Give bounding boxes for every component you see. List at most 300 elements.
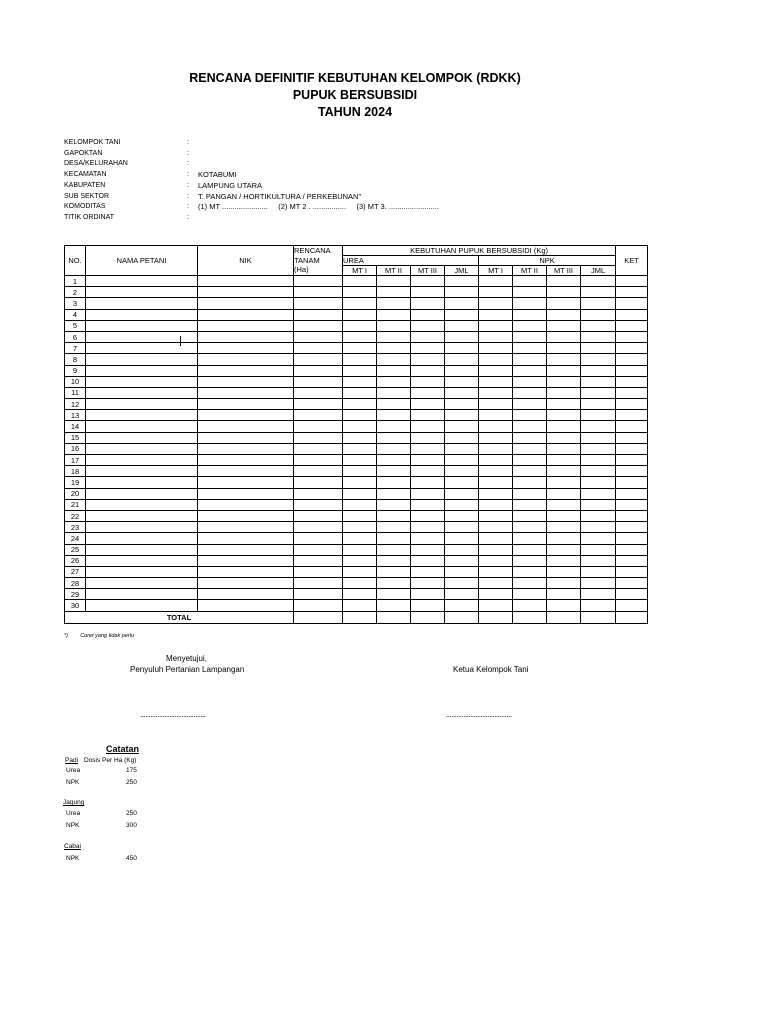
empty-cell <box>479 544 513 555</box>
catatan-padi-label: Padi <box>65 757 79 764</box>
empty-cell <box>377 578 411 589</box>
empty-cell <box>411 298 445 309</box>
empty-cell <box>581 399 616 410</box>
empty-cell <box>547 354 581 365</box>
empty-cell <box>513 533 547 544</box>
empty-cell <box>581 533 616 544</box>
empty-cell <box>616 510 648 521</box>
empty-cell <box>86 578 198 589</box>
row-number: 10 <box>65 376 86 387</box>
table-row <box>65 320 648 331</box>
empty-cell <box>377 387 411 398</box>
empty-cell <box>479 477 513 488</box>
total-cell <box>377 611 411 623</box>
header-rencana-line3: (Ha) <box>294 265 309 274</box>
empty-cell <box>616 298 648 309</box>
empty-cell <box>377 298 411 309</box>
empty-cell <box>547 432 581 443</box>
row-number: 6 <box>65 331 86 342</box>
empty-cell <box>445 488 479 499</box>
empty-cell <box>513 287 547 298</box>
empty-cell <box>445 354 479 365</box>
empty-cell <box>479 566 513 577</box>
empty-cell <box>294 477 343 488</box>
empty-cell <box>294 555 343 566</box>
empty-cell <box>616 343 648 354</box>
table-row <box>65 287 648 298</box>
empty-cell <box>343 399 377 410</box>
catatan-jagung-npk-name: NPK <box>66 822 80 829</box>
empty-cell <box>616 578 648 589</box>
row-number: 19 <box>65 477 86 488</box>
empty-cell <box>581 287 616 298</box>
empty-cell <box>198 566 294 577</box>
empty-cell <box>616 555 648 566</box>
empty-cell <box>377 499 411 510</box>
document-title-line3: TAHUN 2024 <box>317 105 393 119</box>
total-cell <box>343 611 377 623</box>
row-number: 13 <box>65 410 86 421</box>
empty-cell <box>377 432 411 443</box>
empty-cell <box>411 510 445 521</box>
info-colon: : <box>187 139 189 146</box>
empty-cell <box>343 320 377 331</box>
empty-cell <box>616 466 648 477</box>
catatan-dosis-header: Dosis Per Ha (Kg) <box>84 757 137 764</box>
empty-cell <box>581 298 616 309</box>
empty-cell <box>294 443 343 454</box>
empty-cell <box>581 309 616 320</box>
empty-cell <box>86 443 198 454</box>
table-row <box>65 544 648 555</box>
empty-cell <box>343 477 377 488</box>
empty-cell <box>377 533 411 544</box>
empty-cell <box>513 421 547 432</box>
empty-cell <box>377 399 411 410</box>
empty-cell <box>479 331 513 342</box>
empty-cell <box>198 376 294 387</box>
empty-cell <box>445 331 479 342</box>
empty-cell <box>411 399 445 410</box>
empty-cell <box>581 477 616 488</box>
empty-cell <box>513 410 547 421</box>
empty-cell <box>198 354 294 365</box>
table-row <box>65 365 648 376</box>
total-cell <box>513 611 547 623</box>
empty-cell <box>198 555 294 566</box>
empty-cell <box>411 589 445 600</box>
total-cell <box>547 611 581 623</box>
empty-cell <box>86 477 198 488</box>
empty-cell <box>479 354 513 365</box>
empty-cell <box>377 276 411 287</box>
info-label-titik-ordinat: TITIK ORDINAT <box>64 214 115 221</box>
empty-cell <box>581 354 616 365</box>
empty-cell <box>479 421 513 432</box>
empty-cell <box>479 343 513 354</box>
empty-cell <box>294 421 343 432</box>
info-value-komoditas: (1) MT ...................... (2) MT 2 . ................ (3) MT 3. ........................ <box>198 202 439 211</box>
empty-cell <box>479 298 513 309</box>
empty-cell <box>198 510 294 521</box>
empty-cell <box>294 287 343 298</box>
empty-cell <box>547 466 581 477</box>
empty-cell <box>377 376 411 387</box>
empty-cell <box>294 365 343 376</box>
total-label: TOTAL <box>65 611 294 623</box>
empty-cell <box>411 343 445 354</box>
empty-cell <box>479 510 513 521</box>
empty-cell <box>581 522 616 533</box>
table-row <box>65 343 648 354</box>
footnote: *) Coret yang tidak perlu <box>64 633 135 639</box>
empty-cell <box>411 566 445 577</box>
table-row <box>65 488 648 499</box>
row-number: 27 <box>65 566 86 577</box>
catatan-jagung-urea-value: 250 <box>126 810 137 817</box>
empty-cell <box>581 365 616 376</box>
table-row <box>65 578 648 589</box>
header-rencana-line2: TANAM <box>294 255 320 265</box>
empty-cell <box>294 589 343 600</box>
empty-cell <box>616 566 648 577</box>
empty-cell <box>479 432 513 443</box>
row-number: 24 <box>65 533 86 544</box>
info-label-kabupaten: KABUPATEN <box>64 182 106 189</box>
empty-cell <box>377 421 411 432</box>
empty-cell <box>479 399 513 410</box>
empty-cell <box>445 600 479 611</box>
empty-cell <box>86 365 198 376</box>
empty-cell <box>198 387 294 398</box>
info-value-sub-sektor: T. PANGAN / HORTIKULTURA / PERKEBUNAN" <box>198 192 362 201</box>
empty-cell <box>294 522 343 533</box>
menyetujui-label: Menyetujui, <box>166 654 207 663</box>
header-npk: NPK <box>479 256 616 266</box>
empty-cell <box>513 455 547 466</box>
empty-cell <box>616 354 648 365</box>
row-number: 4 <box>65 309 86 320</box>
empty-cell <box>86 432 198 443</box>
catatan-padi-urea-name: Urea <box>66 767 81 774</box>
empty-cell <box>294 466 343 477</box>
header-urea: UREA <box>343 256 479 266</box>
row-number: 26 <box>65 555 86 566</box>
empty-cell <box>294 276 343 287</box>
empty-cell <box>616 477 648 488</box>
empty-cell <box>294 298 343 309</box>
empty-cell <box>513 365 547 376</box>
empty-cell <box>479 376 513 387</box>
empty-cell <box>377 287 411 298</box>
empty-cell <box>479 533 513 544</box>
empty-cell <box>343 365 377 376</box>
header-npk-jml: JML <box>581 266 616 276</box>
table-row <box>65 589 648 600</box>
info-colon: : <box>187 193 189 200</box>
empty-cell <box>616 365 648 376</box>
penyuluh-label: Penyuluh Pertanian Lampangan <box>130 665 245 674</box>
empty-cell <box>294 488 343 499</box>
empty-cell <box>513 343 547 354</box>
empty-cell <box>479 522 513 533</box>
empty-cell <box>616 309 648 320</box>
empty-cell <box>86 287 198 298</box>
empty-cell <box>581 589 616 600</box>
info-colon: : <box>187 182 189 189</box>
empty-cell <box>86 399 198 410</box>
row-number: 7 <box>65 343 86 354</box>
empty-cell <box>411 533 445 544</box>
total-cell <box>411 611 445 623</box>
catatan-cabai-label: Cabai <box>64 843 81 850</box>
table-row <box>65 455 648 466</box>
empty-cell <box>616 276 648 287</box>
empty-cell <box>343 410 377 421</box>
row-number: 18 <box>65 466 86 477</box>
empty-cell <box>377 365 411 376</box>
empty-cell <box>616 455 648 466</box>
table-row <box>65 354 648 365</box>
table-row <box>65 276 648 287</box>
empty-cell <box>198 298 294 309</box>
empty-cell <box>479 410 513 421</box>
empty-cell <box>343 309 377 320</box>
empty-cell <box>377 343 411 354</box>
empty-cell <box>411 387 445 398</box>
empty-cell <box>198 533 294 544</box>
info-colon: : <box>187 150 189 157</box>
empty-cell <box>445 387 479 398</box>
empty-cell <box>445 343 479 354</box>
table-row <box>65 522 648 533</box>
total-cell <box>294 611 343 623</box>
empty-cell <box>294 600 343 611</box>
empty-cell <box>86 354 198 365</box>
empty-cell <box>547 287 581 298</box>
empty-cell <box>198 309 294 320</box>
header-nik: NIK <box>198 246 294 276</box>
total-cell <box>479 611 513 623</box>
empty-cell <box>479 600 513 611</box>
empty-cell <box>411 477 445 488</box>
empty-cell <box>616 533 648 544</box>
ketua-kelompok-label: Ketua Kelompok Tani <box>453 665 529 674</box>
empty-cell <box>294 432 343 443</box>
empty-cell <box>616 331 648 342</box>
empty-cell <box>445 578 479 589</box>
empty-cell <box>445 477 479 488</box>
table-row <box>65 555 648 566</box>
empty-cell <box>616 522 648 533</box>
empty-cell <box>547 522 581 533</box>
empty-cell <box>445 555 479 566</box>
empty-cell <box>445 399 479 410</box>
empty-cell <box>411 320 445 331</box>
empty-cell <box>377 466 411 477</box>
row-number: 15 <box>65 432 86 443</box>
empty-cell <box>343 589 377 600</box>
empty-cell <box>343 455 377 466</box>
empty-cell <box>445 410 479 421</box>
row-number: 14 <box>65 421 86 432</box>
empty-cell <box>377 600 411 611</box>
empty-cell <box>377 354 411 365</box>
empty-cell <box>479 455 513 466</box>
empty-cell <box>411 555 445 566</box>
empty-cell <box>86 455 198 466</box>
empty-cell <box>294 354 343 365</box>
empty-cell <box>411 287 445 298</box>
empty-cell <box>294 455 343 466</box>
header-npk-mt1: MT I <box>479 266 513 276</box>
total-cell <box>616 611 648 623</box>
info-label-gapoktan: GAPOKTAN <box>64 150 103 157</box>
empty-cell <box>198 477 294 488</box>
catatan-title: Catatan <box>106 744 140 754</box>
empty-cell <box>343 421 377 432</box>
empty-cell <box>377 522 411 533</box>
total-cell <box>445 611 479 623</box>
empty-cell <box>86 589 198 600</box>
empty-cell <box>445 298 479 309</box>
empty-cell <box>581 566 616 577</box>
empty-cell <box>411 578 445 589</box>
empty-cell <box>445 510 479 521</box>
empty-cell <box>513 387 547 398</box>
row-number: 9 <box>65 365 86 376</box>
row-number: 25 <box>65 544 86 555</box>
empty-cell <box>581 432 616 443</box>
table-row <box>65 421 648 432</box>
empty-cell <box>445 522 479 533</box>
header-rencana-tanam <box>294 246 343 276</box>
catatan-cabai-npk-value: 450 <box>126 855 137 862</box>
empty-cell <box>616 499 648 510</box>
empty-cell <box>479 555 513 566</box>
empty-cell <box>294 343 343 354</box>
row-number: 22 <box>65 510 86 521</box>
empty-cell <box>86 421 198 432</box>
empty-cell <box>581 387 616 398</box>
empty-cell <box>343 387 377 398</box>
empty-cell <box>513 578 547 589</box>
row-number: 1 <box>65 276 86 287</box>
header-urea-mt3: MT III <box>411 266 445 276</box>
info-label-kecamatan: KECAMATAN <box>64 171 107 178</box>
empty-cell <box>445 499 479 510</box>
empty-cell <box>198 443 294 454</box>
empty-cell <box>445 589 479 600</box>
header-rencana-line1: RENCANA <box>294 246 331 255</box>
empty-cell <box>198 544 294 555</box>
signature-line-ketua: ...................................... <box>446 710 512 719</box>
total-row <box>65 611 648 623</box>
empty-cell <box>86 566 198 577</box>
empty-cell <box>377 510 411 521</box>
row-number: 12 <box>65 399 86 410</box>
empty-cell <box>86 276 198 287</box>
table-row <box>65 477 648 488</box>
empty-cell <box>198 365 294 376</box>
empty-cell <box>513 488 547 499</box>
empty-cell <box>86 499 198 510</box>
empty-cell <box>343 578 377 589</box>
info-colon: : <box>187 171 189 178</box>
empty-cell <box>294 510 343 521</box>
empty-cell <box>581 466 616 477</box>
empty-cell <box>547 533 581 544</box>
document-title-line2: PUPUK BERSUBSIDI <box>292 88 418 102</box>
empty-cell <box>479 287 513 298</box>
empty-cell <box>86 510 198 521</box>
empty-cell <box>547 499 581 510</box>
empty-cell <box>411 410 445 421</box>
rdkk-table <box>64 245 648 624</box>
empty-cell <box>513 432 547 443</box>
empty-cell <box>479 276 513 287</box>
empty-cell <box>343 466 377 477</box>
empty-cell <box>343 343 377 354</box>
empty-cell <box>343 331 377 342</box>
empty-cell <box>343 298 377 309</box>
empty-cell <box>445 287 479 298</box>
empty-cell <box>411 365 445 376</box>
empty-cell <box>513 298 547 309</box>
catatan-jagung-npk-value: 300 <box>126 822 137 829</box>
empty-cell <box>294 544 343 555</box>
empty-cell <box>86 544 198 555</box>
empty-cell <box>294 399 343 410</box>
empty-cell <box>479 466 513 477</box>
row-number: 28 <box>65 578 86 589</box>
empty-cell <box>343 488 377 499</box>
empty-cell <box>581 410 616 421</box>
table-row <box>65 432 648 443</box>
info-label-kelompok-tani: KELOMPOK TANI <box>64 139 121 146</box>
empty-cell <box>377 410 411 421</box>
empty-cell <box>411 354 445 365</box>
empty-cell <box>198 522 294 533</box>
empty-cell <box>547 488 581 499</box>
empty-cell <box>86 522 198 533</box>
empty-cell <box>616 432 648 443</box>
info-label-komoditas: KOMODITAS <box>64 203 106 210</box>
header-urea-mt2: MT II <box>377 266 411 276</box>
empty-cell <box>547 477 581 488</box>
row-number: 2 <box>65 287 86 298</box>
header-urea-mt1: MT I <box>343 266 377 276</box>
empty-cell <box>294 331 343 342</box>
empty-cell <box>198 399 294 410</box>
empty-cell <box>411 309 445 320</box>
empty-cell <box>513 443 547 454</box>
header-npk-mt2: MT II <box>513 266 547 276</box>
empty-cell <box>198 410 294 421</box>
catatan-padi-npk-value: 250 <box>126 779 137 786</box>
empty-cell <box>294 309 343 320</box>
row-number: 5 <box>65 320 86 331</box>
empty-cell <box>198 578 294 589</box>
empty-cell <box>294 410 343 421</box>
empty-cell <box>616 376 648 387</box>
empty-cell <box>547 510 581 521</box>
header-no: NO. <box>65 246 86 276</box>
empty-cell <box>513 399 547 410</box>
document-title-line1: RENCANA DEFINITIF KEBUTUHAN KELOMPOK (RDKK) <box>189 71 521 85</box>
empty-cell <box>479 578 513 589</box>
empty-cell <box>377 443 411 454</box>
